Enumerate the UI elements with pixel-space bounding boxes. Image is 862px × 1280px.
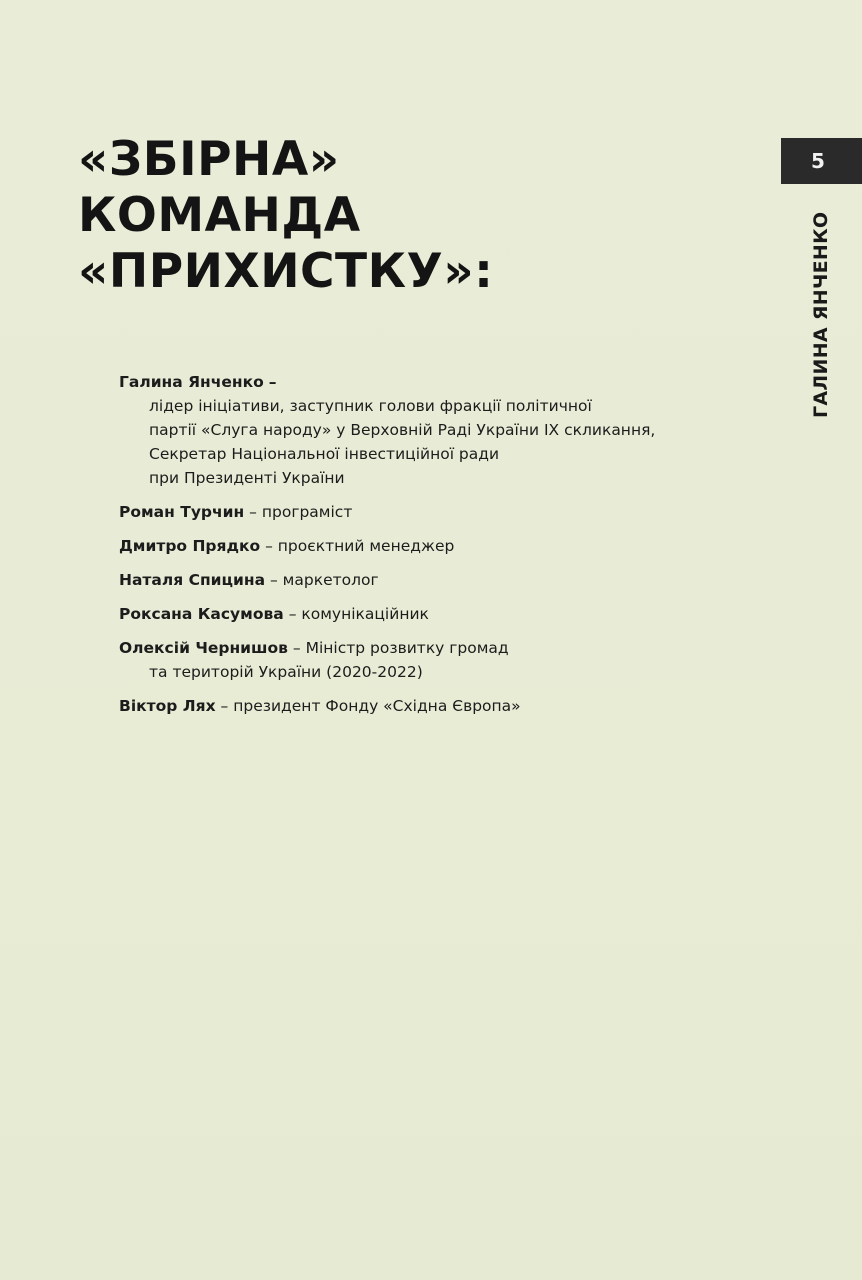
team-member [119, 602, 719, 626]
member-role: програміст [261, 503, 353, 521]
title-line: КОМАНДА [78, 188, 361, 243]
member-role: комунікаційник [301, 605, 429, 623]
member-dash: – [269, 571, 278, 589]
member-name: Роман Турчин [119, 503, 245, 521]
team-list [119, 370, 719, 728]
member-role: проєктний менеджер [277, 537, 455, 555]
page-title [78, 132, 493, 300]
member-role: президент Фонду «Східна Європа» [233, 697, 521, 715]
member-role: Міністр розвитку громад [305, 639, 509, 657]
team-member [119, 500, 719, 524]
member-role: маркетолог [282, 571, 379, 589]
team-member [119, 568, 719, 592]
page-number-tab [781, 138, 862, 184]
member-name: Наталя Спицина [119, 571, 266, 589]
member-name: Роксана Касумова [119, 605, 284, 623]
member-dash: – [220, 697, 229, 715]
member-dash: – [265, 537, 273, 555]
member-role-line: Секретар Національної інвестиційної ради [149, 445, 500, 463]
running-head-author: ГАЛИНА ЯНЧЕНКО [810, 211, 832, 418]
member-dash: – [249, 503, 257, 521]
page-number: 5 [811, 149, 825, 173]
team-member [119, 534, 719, 558]
member-role-line: партії «Слуга народу» у Верховній Раді України IX скликання, [149, 421, 656, 439]
member-role-line: лідер ініціативи, заступник голови фракції політичної [149, 397, 592, 415]
member-name: Галина Янченко [119, 373, 264, 391]
member-role-line: та територій України (2020-2022) [149, 663, 423, 681]
team-member [119, 636, 719, 684]
team-member [119, 370, 719, 490]
member-name: Дмитро Прядко [119, 537, 261, 555]
member-name: Олексій Чернишов [119, 639, 288, 657]
title-line: «ПРИХИСТКУ»: [78, 244, 494, 299]
member-role-line: при Президенті України [149, 469, 345, 487]
member-dash: – [268, 373, 277, 391]
team-member [119, 694, 719, 718]
member-dash: – [288, 605, 297, 623]
title-line: «ЗБІРНА» [78, 132, 340, 187]
member-name: Віктор Лях [119, 697, 216, 715]
member-dash: – [292, 639, 301, 657]
